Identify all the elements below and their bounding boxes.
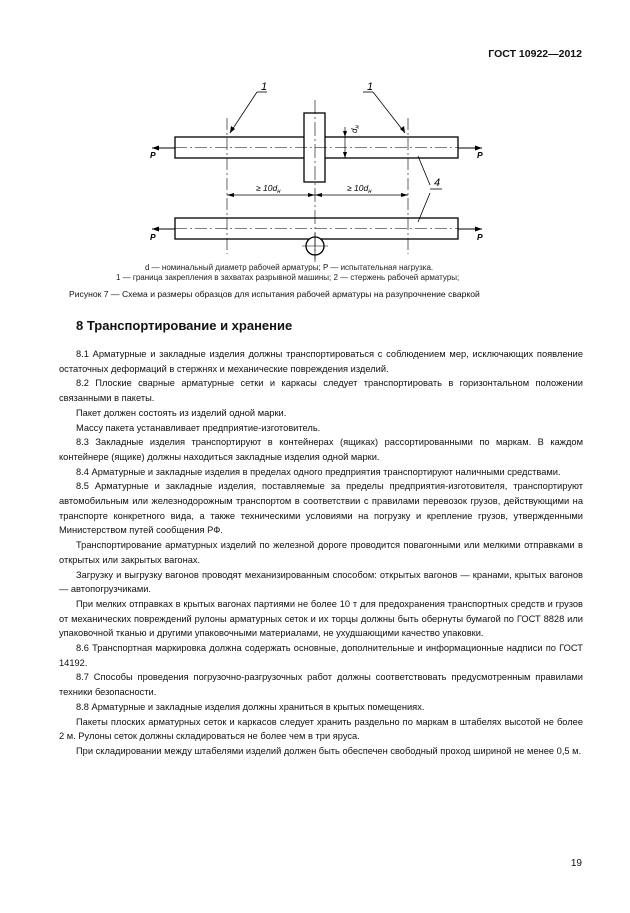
paragraph: 8.2 Плоские сварные арматурные сетки и каркасы следует транспортировать в горизонтальном положении связанными в пакеты. [59, 378, 583, 404]
force-left-lower-arrow [152, 227, 159, 232]
dim-label-right: ≥ $10d_н$ [347, 183, 372, 195]
figure-title: Рисунок 7 — Схема и размеры образцов для испытания рабочей арматуры на разупрочнение сваркой [69, 289, 480, 299]
label-1-right: 1 [367, 81, 374, 93]
dim-arrow-right-b [401, 193, 408, 197]
paragraph: Пакет должен состоять из изделий одной марки. [76, 407, 287, 418]
paragraph: Массу пакета устанавливает предприятие-изготовитель. [76, 422, 321, 433]
dim-label-left: ≥ $10d_н$ [256, 183, 281, 195]
leader-1-right [373, 92, 405, 133]
page-number: 19 [570, 858, 582, 869]
force-right-lower-arrow [475, 227, 482, 232]
diameter-label: $d_н$ [350, 125, 361, 133]
force-label-right-lower: P [477, 232, 483, 242]
paragraph: 8.6 Транспортная маркировка должна содержать основные, дополнительные и информационные надписи по ГОСТ 14192. [59, 643, 583, 668]
paragraph: Загрузку и выгрузку вагонов проводят механизированным способом: открытых вагонов — кранами, крытых вагонов — автопогрузчиками. [59, 569, 583, 595]
paragraph: 8.7 Способы проведения погрузочно-разгрузочных работ должны соответствовать предусмотренным правилами техники безопасности. [59, 672, 583, 698]
paragraph: При мелких отправках в крытых вагонах партиями не более 10 т для предохранения транспортных средств и грузов от механических повреждений рулоны арматурных сеток и их торцы должны быть обернуты бумагой по ГОСТ 8828 или упаковочной тканью и другими упаковочными материалами, не ухудшающими качество упаковки. [59, 598, 583, 639]
paragraph: Транспортирование арматурных изделий по железной дороге проводится повагонными или мелкими отправками в открытых или закрытых вагонах. [59, 540, 583, 565]
dim-arrow-right-a [315, 193, 322, 197]
figure-7-diagram [0, 0, 630, 300]
paragraph: 8.5 Арматурные и закладные изделия, поставляемые за пределы предприятия-изготовителя, транспортируют автомобильным или железнодорожным транспортом в соответствии с правилами перевозок грузов, действующими на транспорте конкретного вида, а также техническими условиями на погрузку и крепление грузов, утвержденными Министерством путей сообщения РФ. [59, 481, 583, 536]
force-label-right-upper: P [477, 150, 483, 160]
dim-arrow-left-a [227, 193, 234, 197]
figure-legend-line-1: d — номинальный диаметр рабочей арматуры; P — испытательная нагрузка. [145, 263, 434, 272]
paragraph: 8.4 Арматурные и закладные изделия в пределах одного предприятия транспортируют наличными средствами. [76, 466, 561, 477]
dim-arrow-left-b [308, 193, 315, 197]
force-label-left-upper: P [150, 150, 156, 160]
label-4: 4 [434, 177, 441, 189]
section-body [59, 347, 583, 759]
figure-legend-line-2: 1 — граница закрепления в захватах разрывной машины; 2 — стержень рабочей арматуры; [116, 273, 460, 282]
diameter-dim-arrow-top [343, 131, 347, 137]
leader-1-left [230, 92, 257, 133]
force-label-left-lower: P [150, 232, 156, 242]
diameter-dim-arrow-bottom [343, 152, 347, 158]
section-heading: 8 Транспортирование и хранение [76, 318, 293, 333]
paragraph: Пакеты плоских арматурных сеток и каркасов следует хранить раздельно по маркам в штабелях высотой не более 2 м. Рулоны сеток должны складироваться не более чем в три яруса. [59, 716, 583, 742]
document-header: ГОСТ 10922—2012 [488, 48, 582, 60]
paragraph: 8.8 Арматурные и закладные изделия должны храниться в крытых помещениях. [76, 701, 425, 712]
leader-4-upper [418, 156, 430, 185]
paragraph: При складировании между штабелями изделий должен быть обеспечен свободный проход шириной не менее 0,5 м. [76, 745, 582, 756]
paragraph: 8.3 Закладные изделия транспортируют в контейнерах (ящиках) рассортированными по маркам. В каждом контейнере (ящике) должны находиться закладные изделия одной марки. [59, 437, 583, 462]
label-1-left: 1 [261, 81, 268, 93]
paragraph: 8.1 Арматурные и закладные изделия должны транспортироваться с соблюдением мер, исключающих появление остаточных деформаций в стержнях и механические повреждения изделий. [59, 349, 583, 374]
